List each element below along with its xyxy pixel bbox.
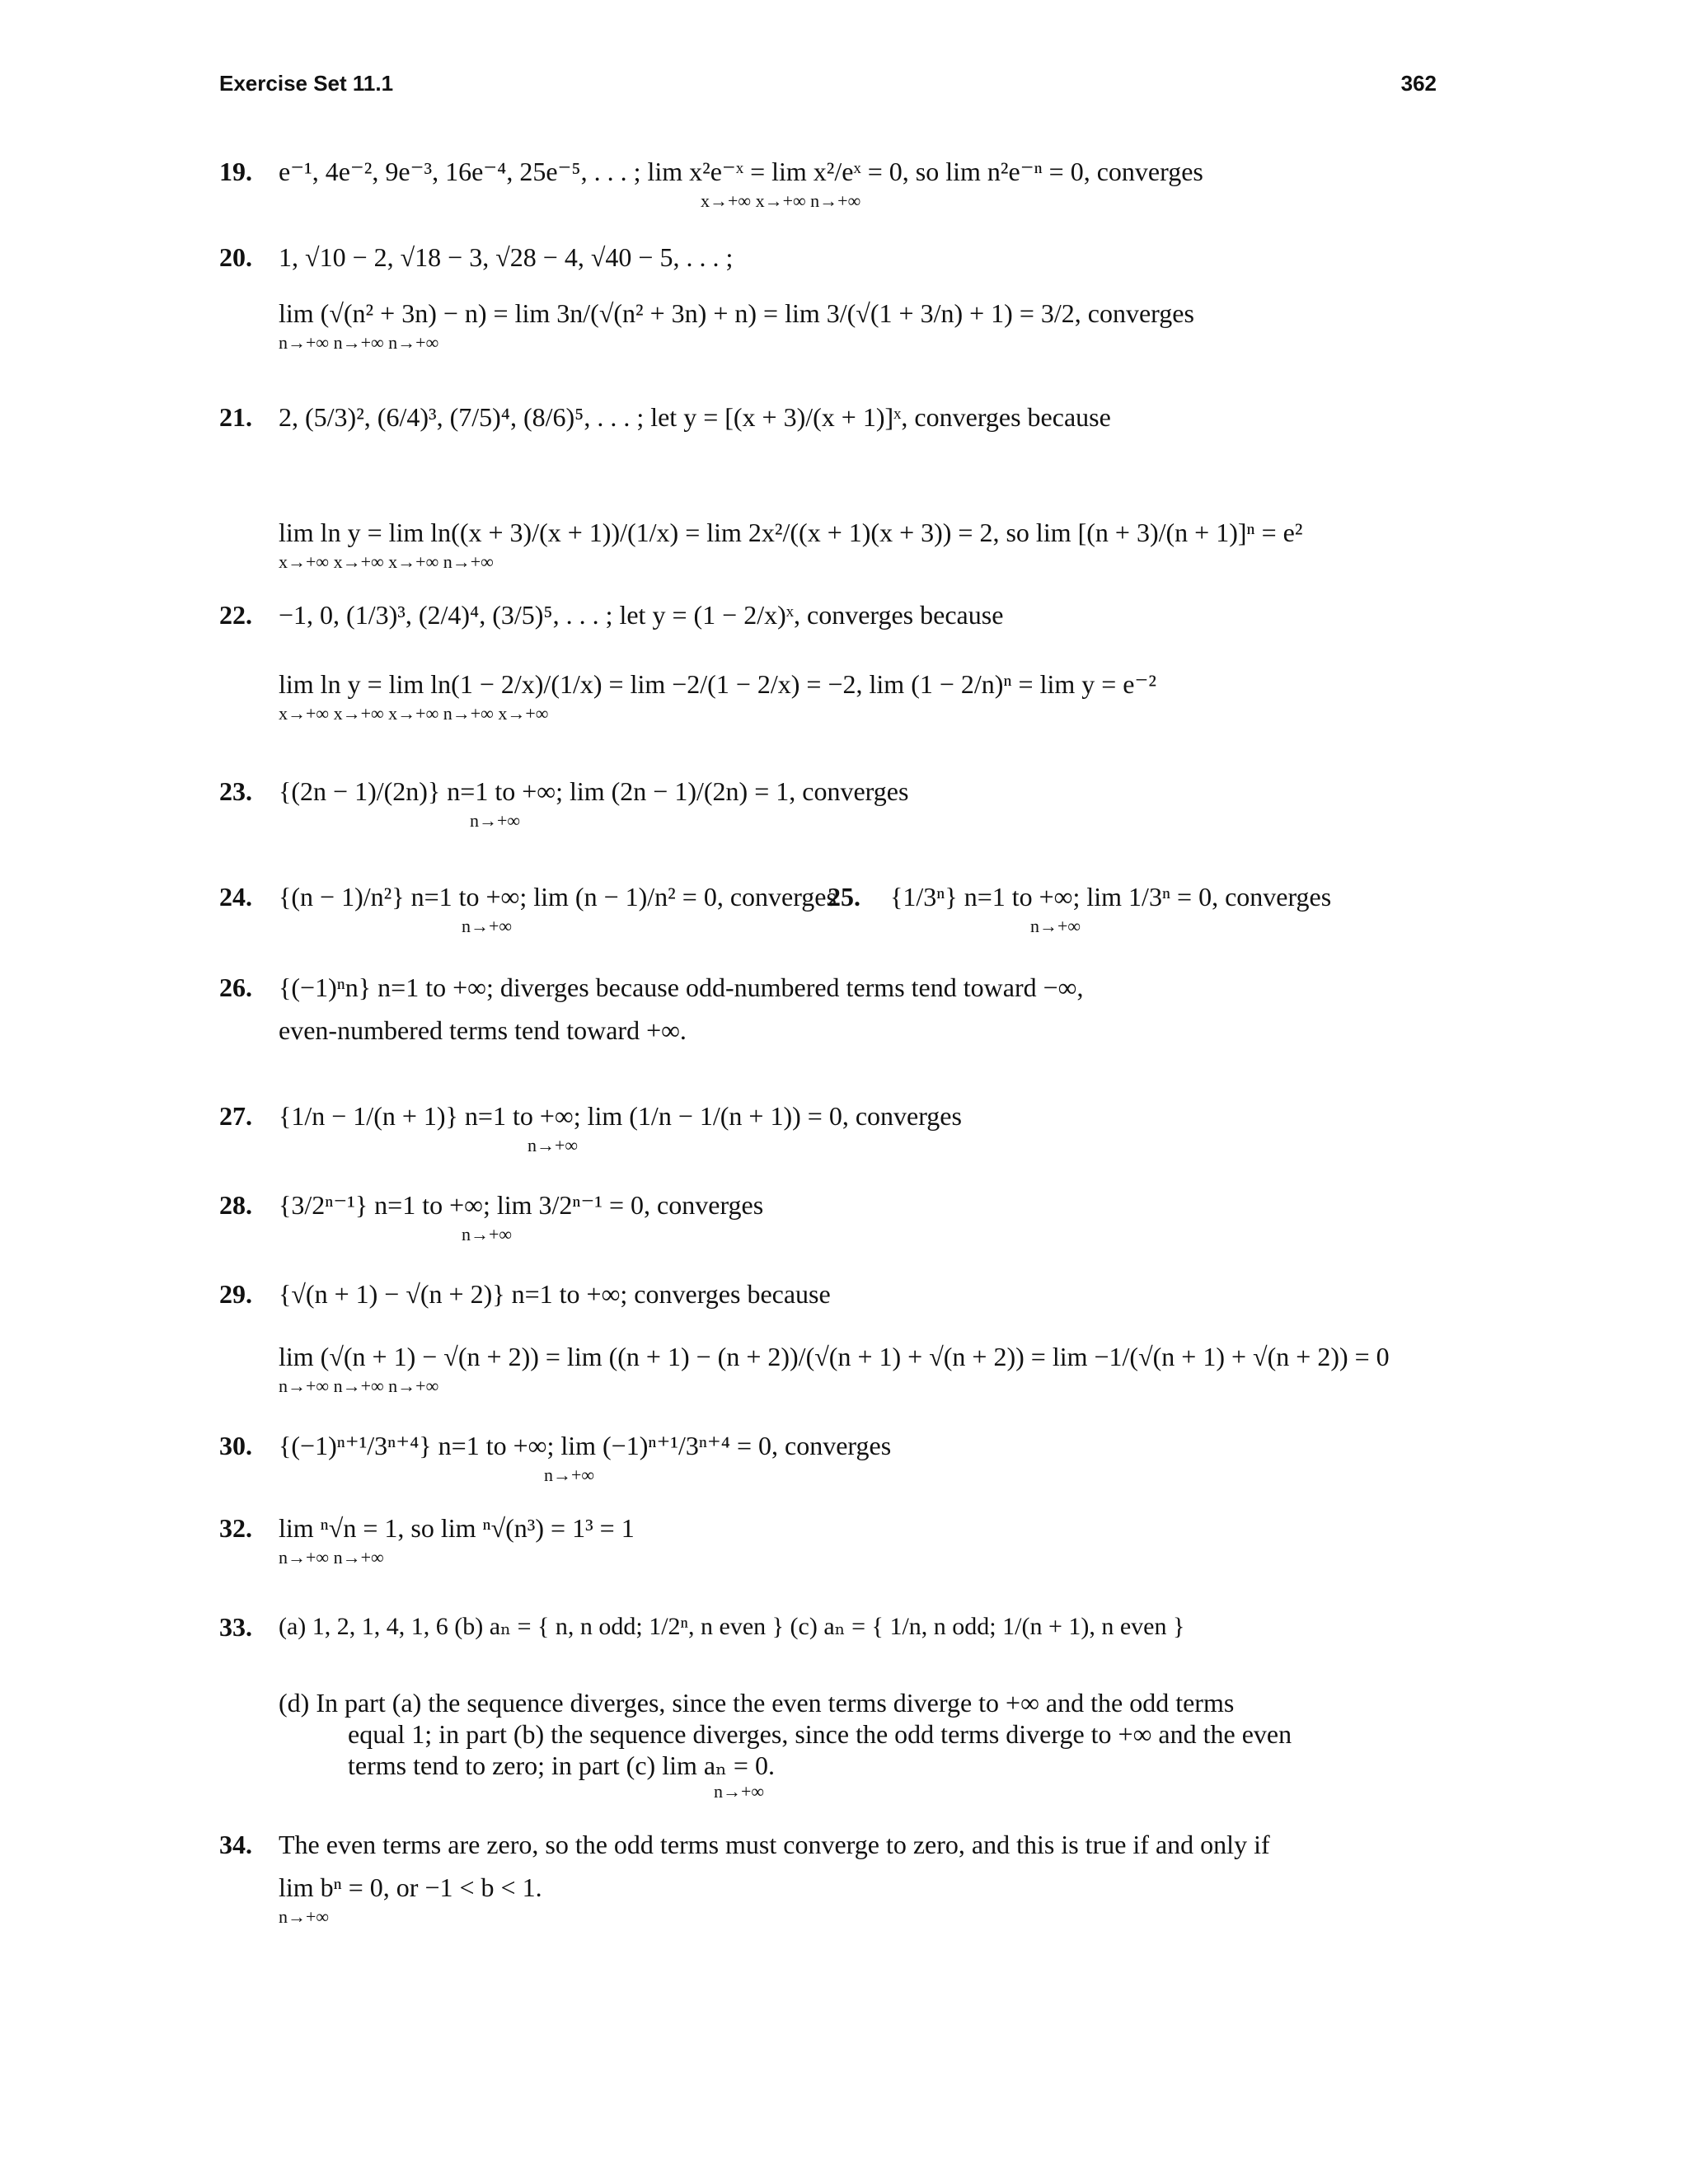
exercise-line: lim ⁿ√n = 1, so lim ⁿ√(n³) = 1³ = 1 bbox=[279, 1513, 635, 1543]
limit-subscript: x→+∞ x→+∞ n→+∞ bbox=[701, 190, 861, 211]
page-number: 362 bbox=[1400, 71, 1437, 96]
limit-subscript: n→+∞ bbox=[528, 1135, 579, 1155]
exercise-line: (d) In part (a) the sequence diverges, since the even terms diverge to +∞ and the odd terms bbox=[279, 1688, 1235, 1718]
exercise-line: {(−1)ⁿn} n=1 to +∞; diverges because odd-numbered terms tend toward −∞, bbox=[279, 972, 1084, 1002]
exercise-line: {1/3ⁿ} n=1 to +∞; lim 1/3ⁿ = 0, converges bbox=[890, 882, 1332, 912]
exercise-number: 28. bbox=[219, 1190, 252, 1220]
exercise-line: −1, 0, (1/3)³, (2/4)⁴, (3/5)⁵, . . . ; let y = (1 − 2/x)ˣ, converges because bbox=[279, 600, 1004, 630]
exercise-line: {(n − 1)/n²} n=1 to +∞; lim (n − 1)/n² = 0, converges bbox=[279, 882, 837, 912]
exercise-number: 29. bbox=[219, 1279, 252, 1309]
exercise-line: 2, (5/3)², (6/4)³, (7/5)⁴, (8/6)⁵, . . . ; let y = [(x + 3)/(x + 1)]ˣ, converges because bbox=[279, 402, 1111, 432]
exercise-line: lim ln y = lim ln(1 − 2/x)/(1/x) = lim −2/(1 − 2/x) = −2, lim (1 − 2/n)ⁿ = lim y = e⁻² bbox=[279, 669, 1156, 699]
exercise-number: 20. bbox=[219, 242, 252, 272]
exercise-line: lim ln y = lim ln((x + 3)/(x + 1))/(1/x) = lim 2x²/((x + 1)(x + 3)) = 2, so lim [(n + 3)/(n + 1)]ⁿ = e² bbox=[279, 518, 1303, 547]
exercise-number: 27. bbox=[219, 1101, 252, 1131]
exercise-line: {√(n + 1) − √(n + 2)} n=1 to +∞; converges because bbox=[279, 1279, 831, 1309]
exercise-number: 33. bbox=[219, 1612, 252, 1642]
limit-subscript: x→+∞ x→+∞ x→+∞ n→+∞ x→+∞ bbox=[279, 703, 549, 724]
exercise-number: 26. bbox=[219, 972, 252, 1002]
limit-subscript: n→+∞ bbox=[462, 1224, 513, 1244]
limit-subscript: x→+∞ x→+∞ x→+∞ n→+∞ bbox=[279, 551, 494, 572]
limit-subscript: n→+∞ bbox=[1030, 916, 1081, 936]
exercise-number: 34. bbox=[219, 1830, 252, 1859]
exercise-line: {3/2ⁿ⁻¹} n=1 to +∞; lim 3/2ⁿ⁻¹ = 0, converges bbox=[279, 1190, 764, 1220]
exercise-number: 22. bbox=[219, 600, 252, 630]
exercise-line: (a) 1, 2, 1, 4, 1, 6 (b) aₙ = { n, n odd; 1/2ⁿ, n even } (c) aₙ = { 1/n, n odd; 1/(n + 1), n even } bbox=[279, 1613, 1185, 1640]
exercise-line: even-numbered terms tend toward +∞. bbox=[279, 1015, 687, 1045]
exercise-number: 21. bbox=[219, 402, 252, 432]
limit-subscript: n→+∞ bbox=[470, 810, 521, 831]
limit-subscript: n→+∞ n→+∞ bbox=[279, 1547, 384, 1568]
section-title: Exercise Set 11.1 bbox=[219, 71, 394, 96]
exercise-number: 23. bbox=[219, 776, 252, 806]
limit-subscript: n→+∞ bbox=[279, 1906, 330, 1927]
exercise-line: lim (√(n² + 3n) − n) = lim 3n/(√(n² + 3n) + n) = lim 3/(√(1 + 3/n) + 1) = 3/2, converges bbox=[279, 298, 1194, 328]
exercise-number: 25. bbox=[828, 882, 860, 912]
exercise-line: terms tend to zero; in part (c) lim aₙ = 0. bbox=[348, 1750, 775, 1780]
exercise-number: 30. bbox=[219, 1431, 252, 1460]
exercise-number: 32. bbox=[219, 1513, 252, 1543]
exercise-line: {1/n − 1/(n + 1)} n=1 to +∞; lim (1/n − 1/(n + 1)) = 0, converges bbox=[279, 1101, 962, 1131]
limit-subscript: n→+∞ bbox=[462, 916, 513, 936]
exercise-line: lim (√(n + 1) − √(n + 2)) = lim ((n + 1) − (n + 2))/(√(n + 1) + √(n + 2)) = lim −1/(√(n + 1) + √(n + 2)) = 0 bbox=[279, 1342, 1390, 1371]
exercise-number: 24. bbox=[219, 882, 252, 912]
limit-subscript: n→+∞ n→+∞ n→+∞ bbox=[279, 1376, 439, 1396]
exercise-number: 19. bbox=[219, 157, 252, 186]
exercise-line: 1, √10 − 2, √18 − 3, √28 − 4, √40 − 5, . . . ; bbox=[279, 242, 734, 272]
limit-subscript: n→+∞ bbox=[544, 1465, 595, 1485]
exercise-line: The even terms are zero, so the odd terms must converge to zero, and this is true if and only if bbox=[279, 1830, 1270, 1859]
exercise-line: equal 1; in part (b) the sequence diverges, since the odd terms diverge to +∞ and the even bbox=[348, 1719, 1292, 1749]
exercise-line: {(−1)ⁿ⁺¹/3ⁿ⁺⁴} n=1 to +∞; lim (−1)ⁿ⁺¹/3ⁿ⁺⁴ = 0, converges bbox=[279, 1431, 892, 1460]
exercise-line: lim bⁿ = 0, or −1 < b < 1. bbox=[279, 1872, 542, 1902]
exercise-line: {(2n − 1)/(2n)} n=1 to +∞; lim (2n − 1)/(2n) = 1, converges bbox=[279, 776, 909, 806]
exercise-line: e⁻¹, 4e⁻², 9e⁻³, 16e⁻⁴, 25e⁻⁵, . . . ; lim x²e⁻ˣ = lim x²/eˣ = 0, so lim n²e⁻ⁿ = 0, converges bbox=[279, 157, 1203, 186]
limit-subscript: n→+∞ bbox=[714, 1781, 765, 1802]
limit-subscript: n→+∞ n→+∞ n→+∞ bbox=[279, 332, 439, 353]
